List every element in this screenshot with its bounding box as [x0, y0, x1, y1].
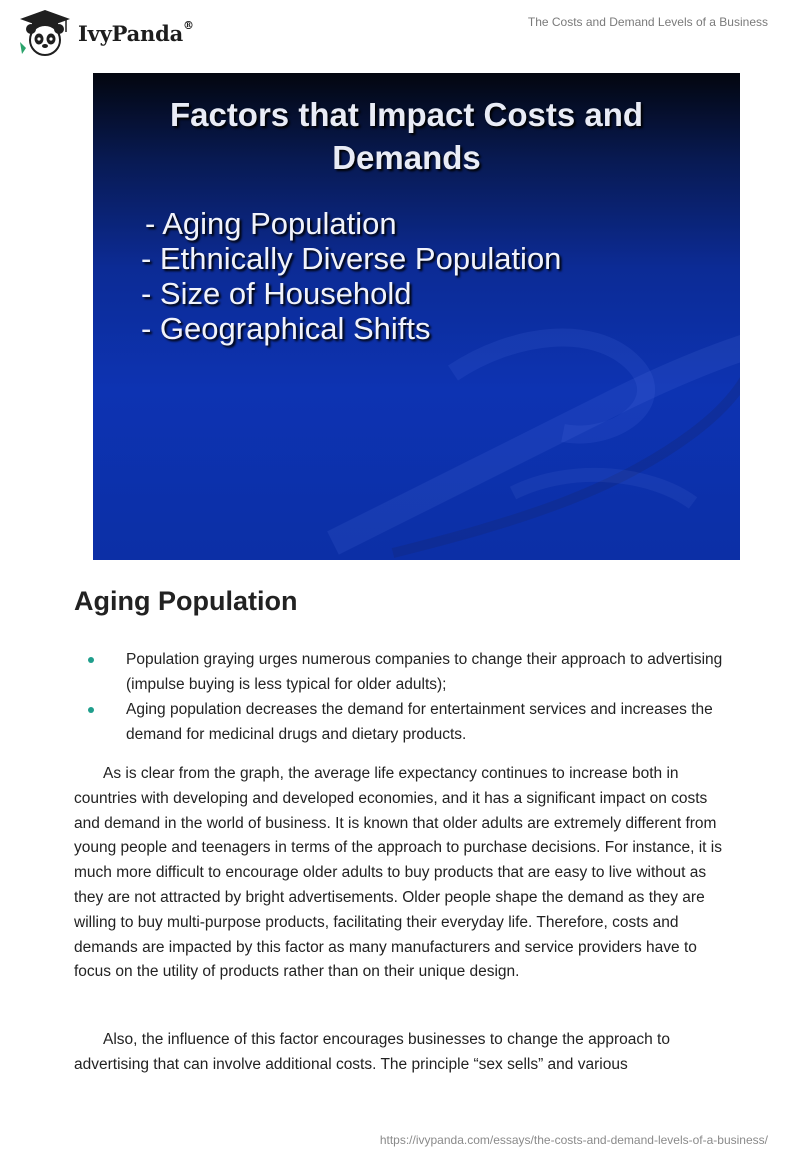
slide-factor-item: - Geographical Shifts — [141, 311, 431, 346]
logo-wordmark: IvyPanda® — [78, 18, 194, 46]
ivypanda-logo[interactable] — [14, 8, 194, 58]
slide-factor-item: - Aging Population — [145, 206, 397, 241]
presentation-slide-image — [93, 73, 740, 560]
footer-source-url[interactable]: https://ivypanda.com/essays/the-costs-and-demand-levels-of-a-business/ — [379, 1133, 768, 1147]
body-paragraph: As is clear from the graph, the average life expectancy continues to increase both in countries with developing and developed economies, and it has a significant impact on costs and demand in the world of business. It is known that older adults are extremely different from young people and teenagers in terms of the approach to purchase decisions. For instance, it is much more difficult to encourage older adults to buy products that are easy to live without as they are not attracted by bright advertisements. Older people shape the demand as they are willing to buy multi-purpose products, facilitating their everyday life. Therefore, costs and demands are impacted by this factor as many manufacturers and service providers have to focus on the utility of products rather than on their unique design. — [74, 765, 722, 981]
list-item-text: Aging population decreases the demand for entertainment services and increases the demand for medicinal drugs and dietary products. — [126, 701, 713, 743]
document-title: The Costs and Demand Levels of a Business — [527, 15, 768, 29]
body-paragraph: Also, the influence of this factor encourages businesses to change the approach to advertising that can involve additional costs. The principle “sex sells” and various — [74, 1031, 670, 1073]
panda-graduate-icon — [14, 8, 76, 58]
list-item — [74, 647, 734, 697]
page-header — [0, 0, 800, 60]
bullet-dot-icon — [88, 707, 94, 713]
bullet-list — [74, 647, 734, 747]
list-item-text: Population graying urges numerous companies to change their approach to advertising (impulse buying is less typical for older adults); — [126, 651, 723, 693]
section-heading: Aging Population — [74, 586, 298, 616]
slide-title: Factors that Impact Costs and Demands — [169, 96, 644, 176]
slide-factor-item: - Ethnically Diverse Population — [141, 241, 562, 276]
bullet-dot-icon — [88, 657, 94, 663]
slide-factor-list — [141, 206, 561, 346]
list-item — [74, 697, 734, 747]
slide-factor-item: - Size of Household — [141, 276, 412, 311]
